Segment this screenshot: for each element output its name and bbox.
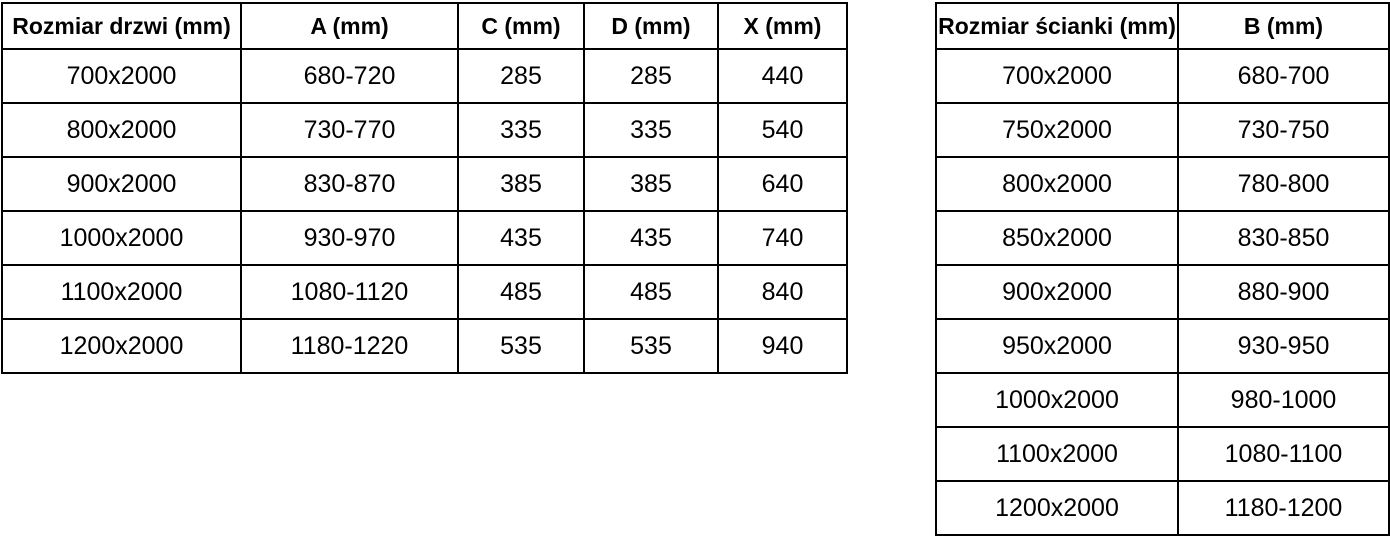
table-cell: 940	[718, 319, 847, 373]
table-cell: 680-720	[241, 49, 458, 103]
table-cell: 730-750	[1178, 103, 1389, 157]
table-cell: 1100x2000	[936, 427, 1178, 481]
table-cell: 1080-1120	[241, 265, 458, 319]
table-cell: 385	[584, 157, 718, 211]
table-row	[936, 373, 1389, 427]
table-cell: 1180-1200	[1178, 481, 1389, 535]
table-row	[936, 319, 1389, 373]
table-cell: 535	[458, 319, 584, 373]
table-row	[2, 49, 847, 103]
table-cell: 335	[458, 103, 584, 157]
table-row	[936, 157, 1389, 211]
header-row	[2, 3, 847, 49]
table-cell: 535	[584, 319, 718, 373]
column-header: C (mm)	[458, 3, 584, 49]
door-table-body	[2, 49, 847, 373]
column-header: A (mm)	[241, 3, 458, 49]
table-cell: 285	[584, 49, 718, 103]
table-cell: 335	[584, 103, 718, 157]
column-header: X (mm)	[718, 3, 847, 49]
table-row	[936, 427, 1389, 481]
column-header: Rozmiar drzwi (mm)	[2, 3, 241, 49]
table-cell: 1200x2000	[2, 319, 241, 373]
door-dimensions-table	[1, 2, 848, 374]
table-cell: 700x2000	[2, 49, 241, 103]
table-cell: 850x2000	[936, 211, 1178, 265]
table-cell: 840	[718, 265, 847, 319]
wall-table-head	[936, 3, 1389, 49]
table-row	[936, 211, 1389, 265]
table-cell: 440	[718, 49, 847, 103]
table-row	[2, 265, 847, 319]
table-cell: 1080-1100	[1178, 427, 1389, 481]
table-cell: 880-900	[1178, 265, 1389, 319]
table-cell: 540	[718, 103, 847, 157]
table-cell: 930-950	[1178, 319, 1389, 373]
table-row	[936, 481, 1389, 535]
table-cell: 700x2000	[936, 49, 1178, 103]
table-cell: 900x2000	[936, 265, 1178, 319]
table-cell: 750x2000	[936, 103, 1178, 157]
table-cell: 285	[458, 49, 584, 103]
table-cell: 1100x2000	[2, 265, 241, 319]
table-cell: 435	[584, 211, 718, 265]
table-cell: 780-800	[1178, 157, 1389, 211]
table-cell: 1000x2000	[2, 211, 241, 265]
table-cell: 1000x2000	[936, 373, 1178, 427]
wall-table-body	[936, 49, 1389, 535]
table-cell: 830-850	[1178, 211, 1389, 265]
table-cell: 1180-1220	[241, 319, 458, 373]
column-header: D (mm)	[584, 3, 718, 49]
table-cell: 730-770	[241, 103, 458, 157]
table-cell: 740	[718, 211, 847, 265]
table-row	[936, 103, 1389, 157]
table-cell: 930-970	[241, 211, 458, 265]
door-table-head	[2, 3, 847, 49]
table-cell: 640	[718, 157, 847, 211]
table-cell: 435	[458, 211, 584, 265]
table-row	[2, 211, 847, 265]
table-cell: 1200x2000	[936, 481, 1178, 535]
column-header: Rozmiar ścianki (mm)	[936, 3, 1178, 49]
table-row	[2, 103, 847, 157]
table-cell: 485	[584, 265, 718, 319]
table-cell: 980-1000	[1178, 373, 1389, 427]
table-row	[936, 265, 1389, 319]
table-cell: 900x2000	[2, 157, 241, 211]
table-cell: 385	[458, 157, 584, 211]
table-row	[2, 157, 847, 211]
table-row	[2, 319, 847, 373]
table-cell: 830-870	[241, 157, 458, 211]
table-cell: 800x2000	[2, 103, 241, 157]
header-row	[936, 3, 1389, 49]
table-cell: 680-700	[1178, 49, 1389, 103]
table-cell: 800x2000	[936, 157, 1178, 211]
table-cell: 485	[458, 265, 584, 319]
column-header: B (mm)	[1178, 3, 1389, 49]
table-cell: 950x2000	[936, 319, 1178, 373]
table-row	[936, 49, 1389, 103]
wall-dimensions-table	[935, 2, 1390, 536]
